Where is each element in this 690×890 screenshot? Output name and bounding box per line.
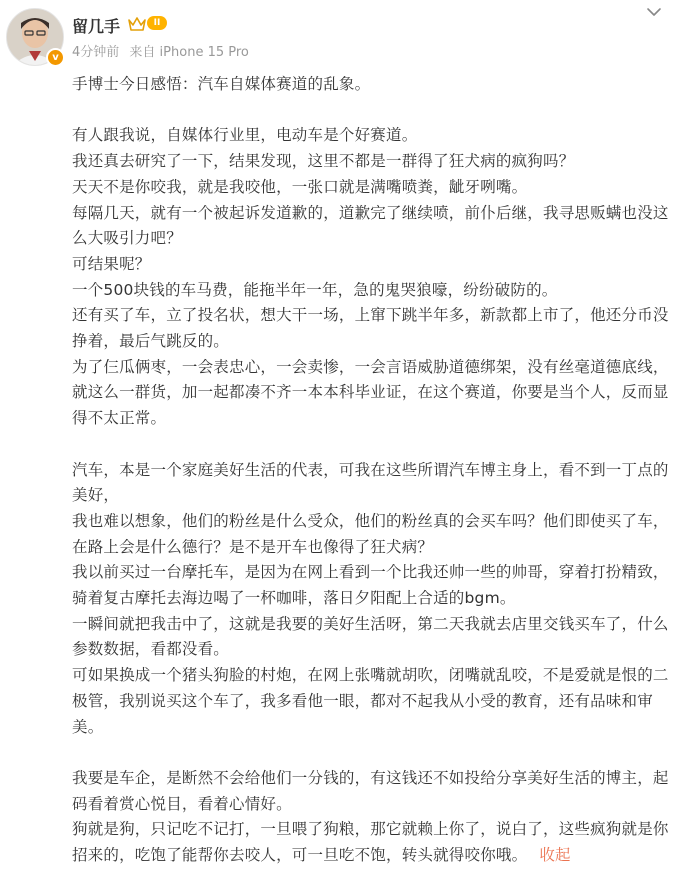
post-meta bbox=[72, 41, 255, 60]
chevron-down-icon[interactable] bbox=[646, 6, 662, 18]
author-name[interactable]: 留几手 bbox=[72, 17, 121, 36]
collapse-link[interactable]: 收起 bbox=[539, 846, 571, 865]
paragraph-text: 狗就是狗，只记吃不记打，一旦喂了狗粮，那它就赖上你了，说白了，这些疯狗就是你招来的，吃饱了能帮你去咬人，可一旦吃不饱，转头就得咬你哦。 bbox=[72, 820, 669, 865]
paragraph: 一个500块钱的车马费，能拖半年一年，急的鬼哭狼嚎，纷纷破防的。 bbox=[72, 280, 558, 299]
paragraph: 每隔几天，就有一个被起诉发道歉的，道歉完了继续喷，前仆后继，我寻思贩螨也没这么大吸引力吧？ bbox=[72, 203, 669, 248]
paragraph: 为了仨瓜俩枣，一会表忠心，一会卖惨，一会言语威胁道德绑架，没有丝毫道德底线，就这么一群货，加一起都凑不齐一本本科毕业证，在这个赛道，你要是当个人，反而显得不太正常。 bbox=[72, 357, 669, 428]
paragraph: 一瞬间就把我击中了，这就是我要的美好生活呀，第二天我就去店里交钱买车了，什么参数数据，看都没看。 bbox=[72, 614, 669, 659]
paragraph: 可结果呢？ bbox=[72, 254, 151, 273]
verified-v-icon: v bbox=[46, 48, 65, 67]
paragraph: 还有买了车，立了投名状，想大干一场，上窜下跳半年多，新款都上市了，他还分币没挣着，最后气跳反的。 bbox=[72, 306, 669, 351]
vip-level-badge: II bbox=[147, 16, 167, 30]
paragraph: 汽车，本是一个家庭美好生活的代表，可我在这些所谓汽车博主身上，看不到一丁点的美好， bbox=[72, 460, 669, 505]
paragraph: 可如果换成一个猪头狗脸的村炮，在网上张嘴就胡吹，闭嘴就乱咬，不是爱就是恨的二极管，我别说买这个车了，我多看他一眼，都对不起我从小受的教育，还有品味和审美。 bbox=[72, 666, 669, 736]
last-paragraph bbox=[72, 817, 677, 868]
paragraph: 我要是车企，是断然不会给他们一分钱的，有这钱还不如投给分享美好生活的博主，起码看着赏心悦目，看着心情好。 bbox=[72, 768, 669, 813]
post-content bbox=[72, 72, 677, 869]
paragraph: 我还真去研究了一下，结果发现，这里不都是一群得了狂犬病的疯狗吗？ bbox=[72, 152, 575, 171]
post-header bbox=[0, 0, 690, 70]
post-time: 4分钟前 bbox=[72, 45, 120, 60]
paragraph: 我以前买过一台摩托车，是因为在网上看到一个比我还帅一些的帅哥，穿着打扮精致，骑着复古摩托去海边喝了一杯咖啡，落日夕阳配上合适的bgm。 bbox=[72, 563, 669, 608]
paragraph: 我也难以想象，他们的粉丝是什么受众，他们的粉丝真的会买车吗？他们即使买了车，在路上会是什么德行？是不是开车也像得了狂犬病？ bbox=[72, 511, 669, 556]
crown-icon bbox=[128, 16, 146, 32]
paragraph: 手博士今日感悟：汽车自媒体赛道的乱象。 bbox=[72, 75, 371, 93]
post-source: 来自 iPhone 15 Pro bbox=[129, 45, 249, 60]
paragraph: 天天不是你咬我，就是我咬他，一张口就是满嘴喷粪，龇牙咧嘴。 bbox=[72, 177, 528, 196]
paragraph: 有人跟我说，自媒体行业里，电动车是个好赛道。 bbox=[72, 126, 418, 145]
